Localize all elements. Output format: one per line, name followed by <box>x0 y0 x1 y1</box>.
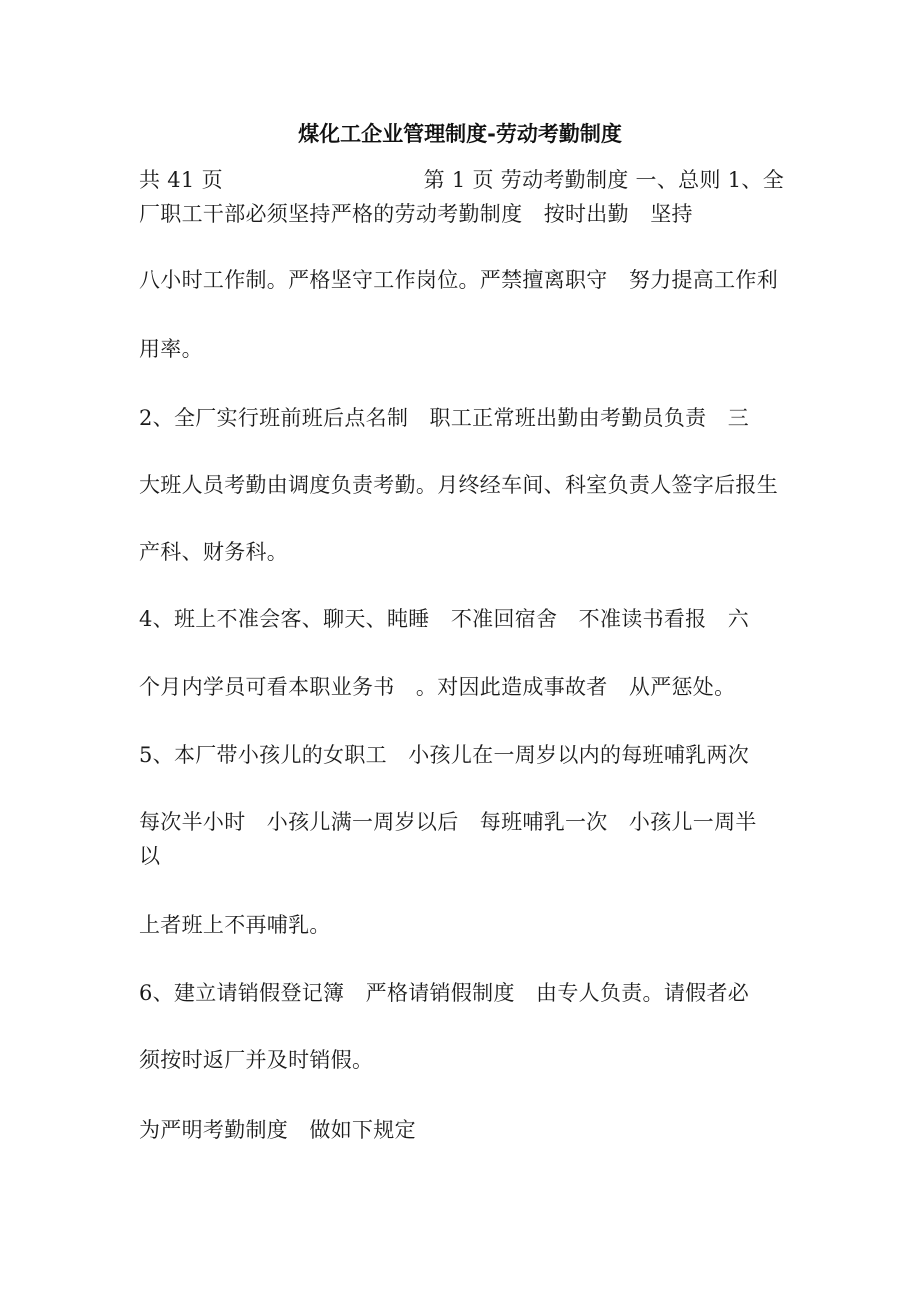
paragraph-line: 八小时工作制。严格坚守工作岗位。严禁擅离职守 努力提高工作利 <box>139 268 778 292</box>
paragraph-line: 每次半小时 小孩儿满一周岁以后 每班哺乳一次 小孩儿一周半 <box>139 810 757 834</box>
header-line <box>139 166 784 194</box>
document-title: 煤化工企业管理制度-劳动考勤制度 <box>298 122 622 146</box>
paragraph-line: 上者班上不再哺乳。 <box>139 913 331 937</box>
paragraph-line: 用率。 <box>139 337 203 361</box>
paragraph-line: 须按时返厂并及时销假。 <box>139 1048 374 1072</box>
total-pages-label: 共 41 页 <box>139 168 223 192</box>
paragraph-line: 厂职工干部必须坚持严格的劳动考勤制度 按时出勤 坚持 <box>139 202 693 226</box>
page-info-text: 第 1 页 劳动考勤制度 一、总则 1、全 <box>423 168 784 192</box>
paragraph-line: 6、建立请销假登记簿 严格请销假制度 由专人负责。请假者必 <box>139 981 750 1005</box>
paragraph-line: 产科、财务科。 <box>139 540 289 564</box>
spacer <box>223 166 423 194</box>
paragraph-line: 大班人员考勤由调度负责考勤。月终经车间、科室负责人签字后报生 <box>139 473 778 497</box>
paragraph-line: 5、本厂带小孩儿的女职工 小孩儿在一周岁以内的每班哺乳两次 <box>139 743 750 767</box>
paragraph-line: 为严明考勤制度 做如下规定 <box>139 1118 416 1142</box>
paragraph-line: 4、班上不准会客、聊天、盹睡 不准回宿舍 不准读书看报 六 <box>139 607 750 631</box>
paragraph-line: 2、全厂实行班前班后点名制 职工正常班出勤由考勤员负责 三 <box>139 406 750 430</box>
paragraph-line: 个月内学员可看本职业务书 。对因此造成事故者 从严惩处。 <box>139 675 736 699</box>
paragraph-line: 以 <box>139 844 161 868</box>
